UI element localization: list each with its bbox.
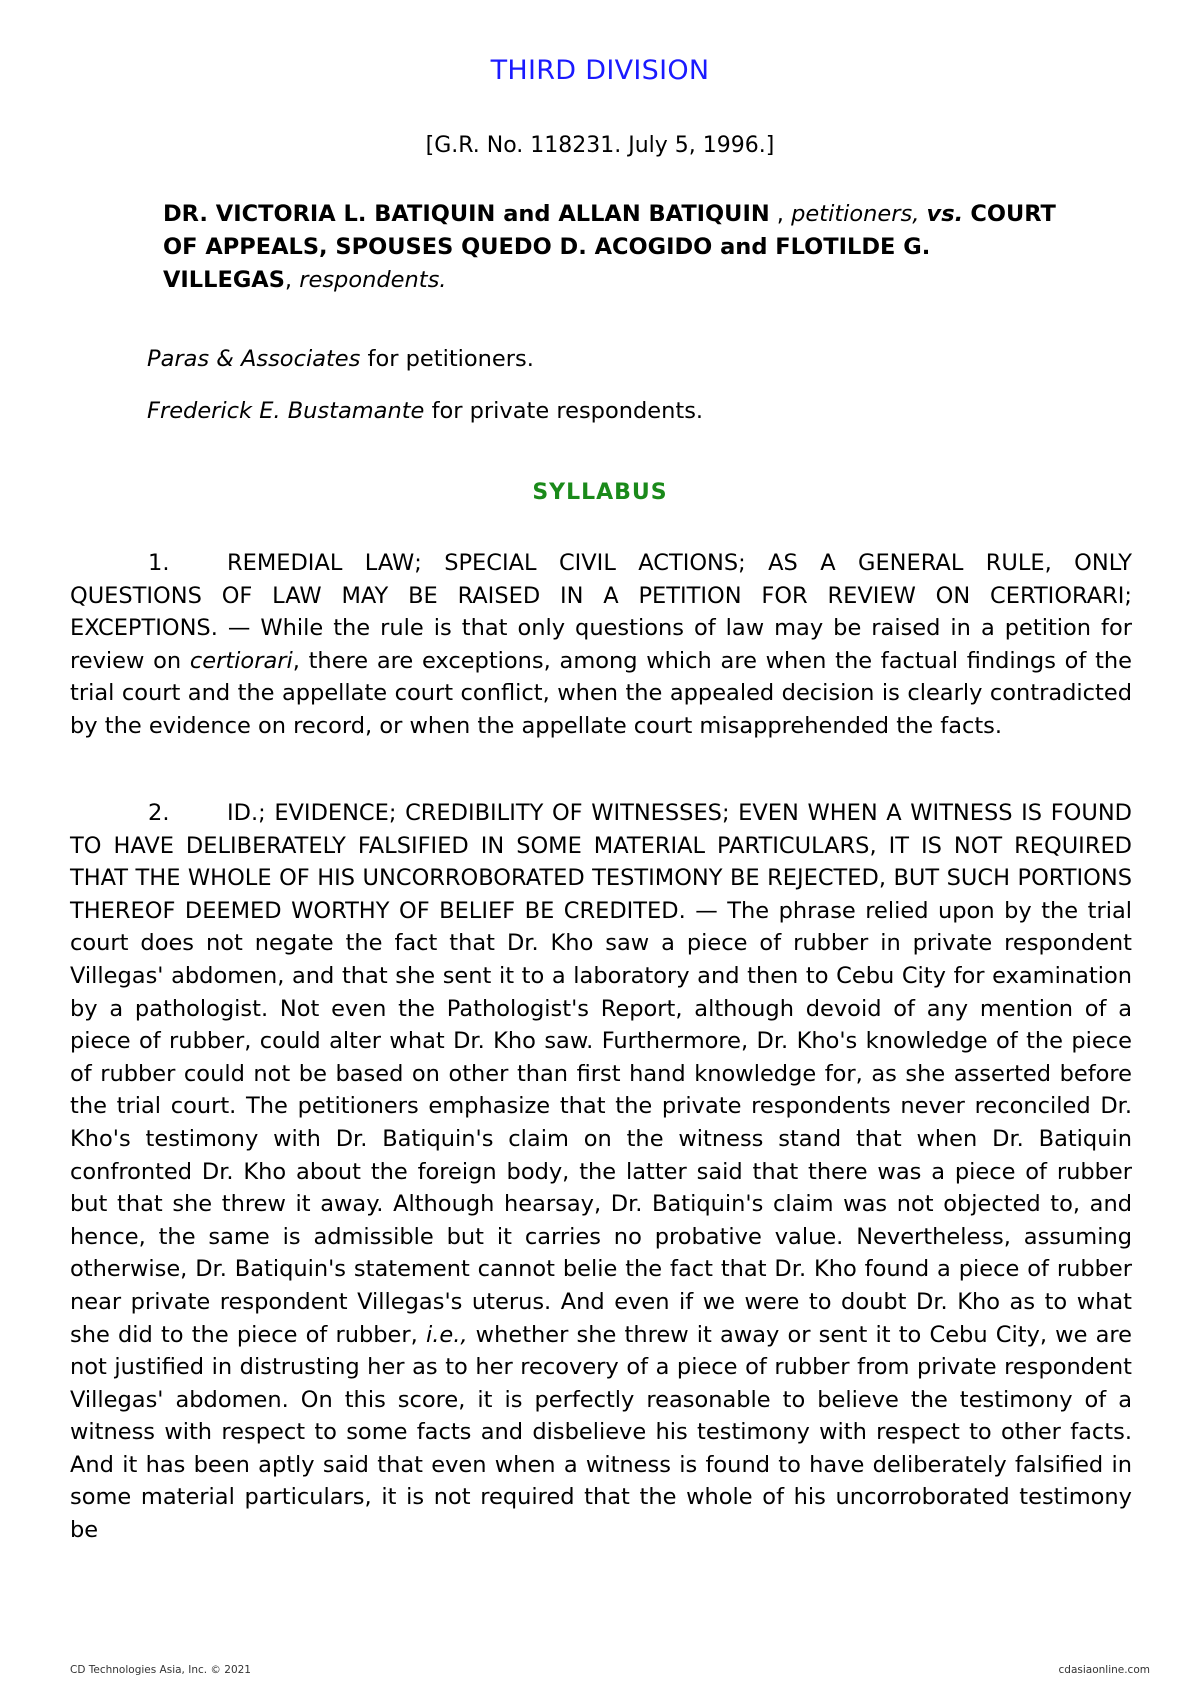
case-number: [G.R. No. 118231. July 5, 1996.] [425, 133, 775, 158]
versus-label: vs. [926, 201, 964, 227]
syllabus-item-2 [70, 797, 1132, 1547]
syllabus-item-1 [70, 547, 1132, 743]
syllabus-heading: SYLLABUS [532, 480, 668, 505]
respondents-label: respondents. [299, 267, 447, 293]
counsel-role: for private respondents. [431, 398, 704, 424]
counsel-petitioners [147, 346, 534, 372]
case-parties: DR. VICTORIA L. BATIQUIN and ALLAN BATIQUIN , petitioners, vs. COURT OF APPEALS, SPOUSES QUEDO D. ACOGIDO and FLOTILDE G. VILLEGAS, respondents. [163, 201, 1056, 293]
petitioners-names: DR. VICTORIA L. BATIQUIN and ALLAN BATIQUIN [163, 201, 770, 227]
respondents-names: COURT OF APPEALS, SPOUSES QUEDO D. ACOGIDO and FLOTILDE G. VILLEGAS [163, 201, 1056, 293]
item-text: REMEDIAL LAW; SPECIAL CIVIL ACTIONS; AS A GENERAL RULE, ONLY QUESTIONS OF LAW MAY BE RAISED IN A PETITION FOR REVIEW ON CERTIORARI; EXCEPTIONS. — While the rule is that only questions of law may be raised in a petition for review on [70, 550, 1132, 674]
item-italic: i.e., [425, 1321, 468, 1348]
item-italic: certiorari [189, 647, 293, 674]
footer-copyright: CD Technologies Asia, Inc. © 2021 [70, 1664, 251, 1676]
footer-website: cdasiaonline.com [1058, 1664, 1150, 1676]
counsel-respondents [147, 398, 703, 424]
division-heading: THIRD DIVISION [490, 55, 710, 86]
item-text-cont: whether she threw it away or sent it to Cebu City, we are not justified in distrusting her as to her recovery of a piece of rubber from private respondent Villegas' abdomen. On this score, it is perfectly reasonable to believe the testimony of a witness with respect to some facts and disbelieve his testimony with respect to other facts. And it has been aptly said that even when a witness is found to have deliberately falsified in some material particulars, it is not required that the whole of his uncorroborated testimony be [70, 1321, 1132, 1544]
counsel-name: Paras & Associates [147, 346, 361, 372]
petitioners-label: petitioners, [791, 201, 920, 227]
item-number: 2. [148, 800, 170, 826]
item-text-cont: , there are exceptions, among which are when the factual findings of the trial court and the appellate court conflict, when the appealed decision is clearly contradicted by the evidence on record, or when the appellate court misapprehended the facts. [70, 647, 1132, 739]
item-text: ID.; EVIDENCE; CREDIBILITY OF WITNESSES; EVEN WHEN A WITNESS IS FOUND TO HAVE DELIBERATELY FALSIFIED IN SOME MATERIAL PARTICULARS, IT IS NOT REQUIRED THAT THE WHOLE OF HIS UNCORROBORATED TESTIMONY BE REJECTED, BUT SUCH PORTIONS THEREOF DEEMED WORTHY OF BELIEF BE CREDITED. — The phrase relied upon by the trial court does not negate the fact that Dr. Kho saw a piece of rubber in private respondent Villegas' abdomen, and that she sent it to a laboratory and then to Cebu City for examination by a pathologist. Not even the Pathologist's Report, although devoid of any mention of a piece of rubber, could alter what Dr. Kho saw. Furthermore, Dr. Kho's knowledge of the piece of rubber could not be based on other than first hand knowledge for, as she asserted before the trial court. The petitioners emphasize that the private respondents never reconciled Dr. Kho's testimony with Dr. Batiquin's claim on the witness stand that when Dr. Batiquin confronted Dr. Kho about the foreign body, the latter said that there was a piece of rubber but that she threw it away. Although hearsay, Dr. Batiquin's claim was not objected to, and hence, the same is admissible but it carries no probative value. Nevertheless, assuming otherwise, Dr. Batiquin's statement cannot belie the fact that Dr. Kho found a piece of rubber near private respondent Villegas's uterus. And even if we were to doubt Dr. Kho as to what she did to the piece of rubber, [70, 800, 1132, 1348]
counsel-role: for petitioners. [367, 346, 534, 372]
item-number: 1. [148, 550, 170, 576]
counsel-name: Frederick E. Bustamante [147, 398, 425, 424]
